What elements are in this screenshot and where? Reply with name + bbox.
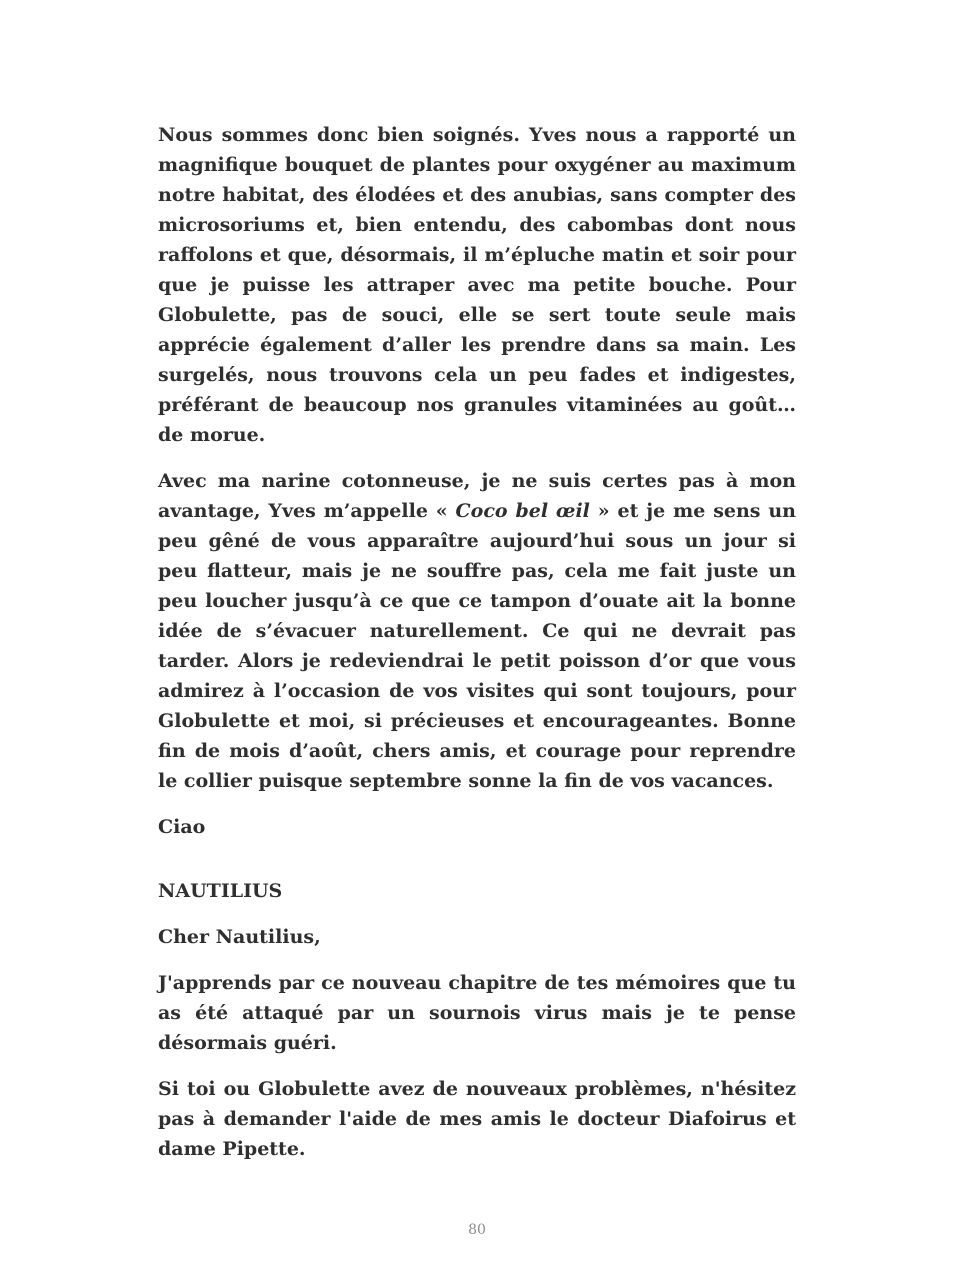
paragraph-help: Si toi ou Globulette avez de nouveaux problèmes, n'hésitez pas à demander l'aide de mes amis le docteur Diafoirus et dame Pipette. xyxy=(158,1078,796,1160)
closing-ciao: Ciao xyxy=(158,816,206,838)
paragraph-cotton-nostril-end: » et je me sens un peu gêné de vous apparaître aujourd’hui sous un jour si peu flatteur, mais je ne souffre pas, cela me fait juste un peu loucher jusqu’à ce que ce tampon d’ouate ait la bonne idée de s’évacuer naturellement. Ce qui ne devrait pas tarder. Alors je redeviendrai le petit poisson d’or que vous admirez à l’occasion de vos visites qui sont toujours, pour Globulette et moi, si précieuses et encourageantes. Bonne fin de mois d’août, chers amis, et courage pour reprendre le collier puisque septembre sonne la fin de vos vacances. xyxy=(158,500,796,792)
paragraph-cotton-nostril xyxy=(158,466,796,796)
nickname-italic: Coco bel œil xyxy=(455,500,590,522)
page-body xyxy=(158,120,796,1180)
page-number: 80 xyxy=(468,1222,486,1238)
paragraph-cotton-nostril-start: Avec ma narine cotonneuse, je ne suis certes pas à mon avantage, Yves m’appelle « xyxy=(158,470,796,522)
signature-nautilius: NAUTILIUS xyxy=(158,880,283,902)
paragraph-virus: J'apprends par ce nouveau chapitre de tes mémoires que tu as été attaqué par un sournois virus mais je te pense désormais guéri. xyxy=(158,972,796,1054)
reply-greeting: Cher Nautilius, xyxy=(158,926,321,948)
paragraph-plants: Nous sommes donc bien soignés. Yves nous a rapporté un magnifique bouquet de plantes pour oxygéner au maximum notre habitat, des élodées et des anubias, sans compter des microsoriums et, bien entendu, des cabombas dont nous raffolons et que, désormais, il m’épluche matin et soir pour que je puisse les attraper avec ma petite bouche. Pour Globulette, pas de souci, elle se sert toute seule mais apprécie également d’aller les prendre dans sa main. Les surgelés, nous trouvons cela un peu fades et indigestes, préférant de beaucoup nos granules vitaminées au goût… de morue. xyxy=(158,124,796,446)
